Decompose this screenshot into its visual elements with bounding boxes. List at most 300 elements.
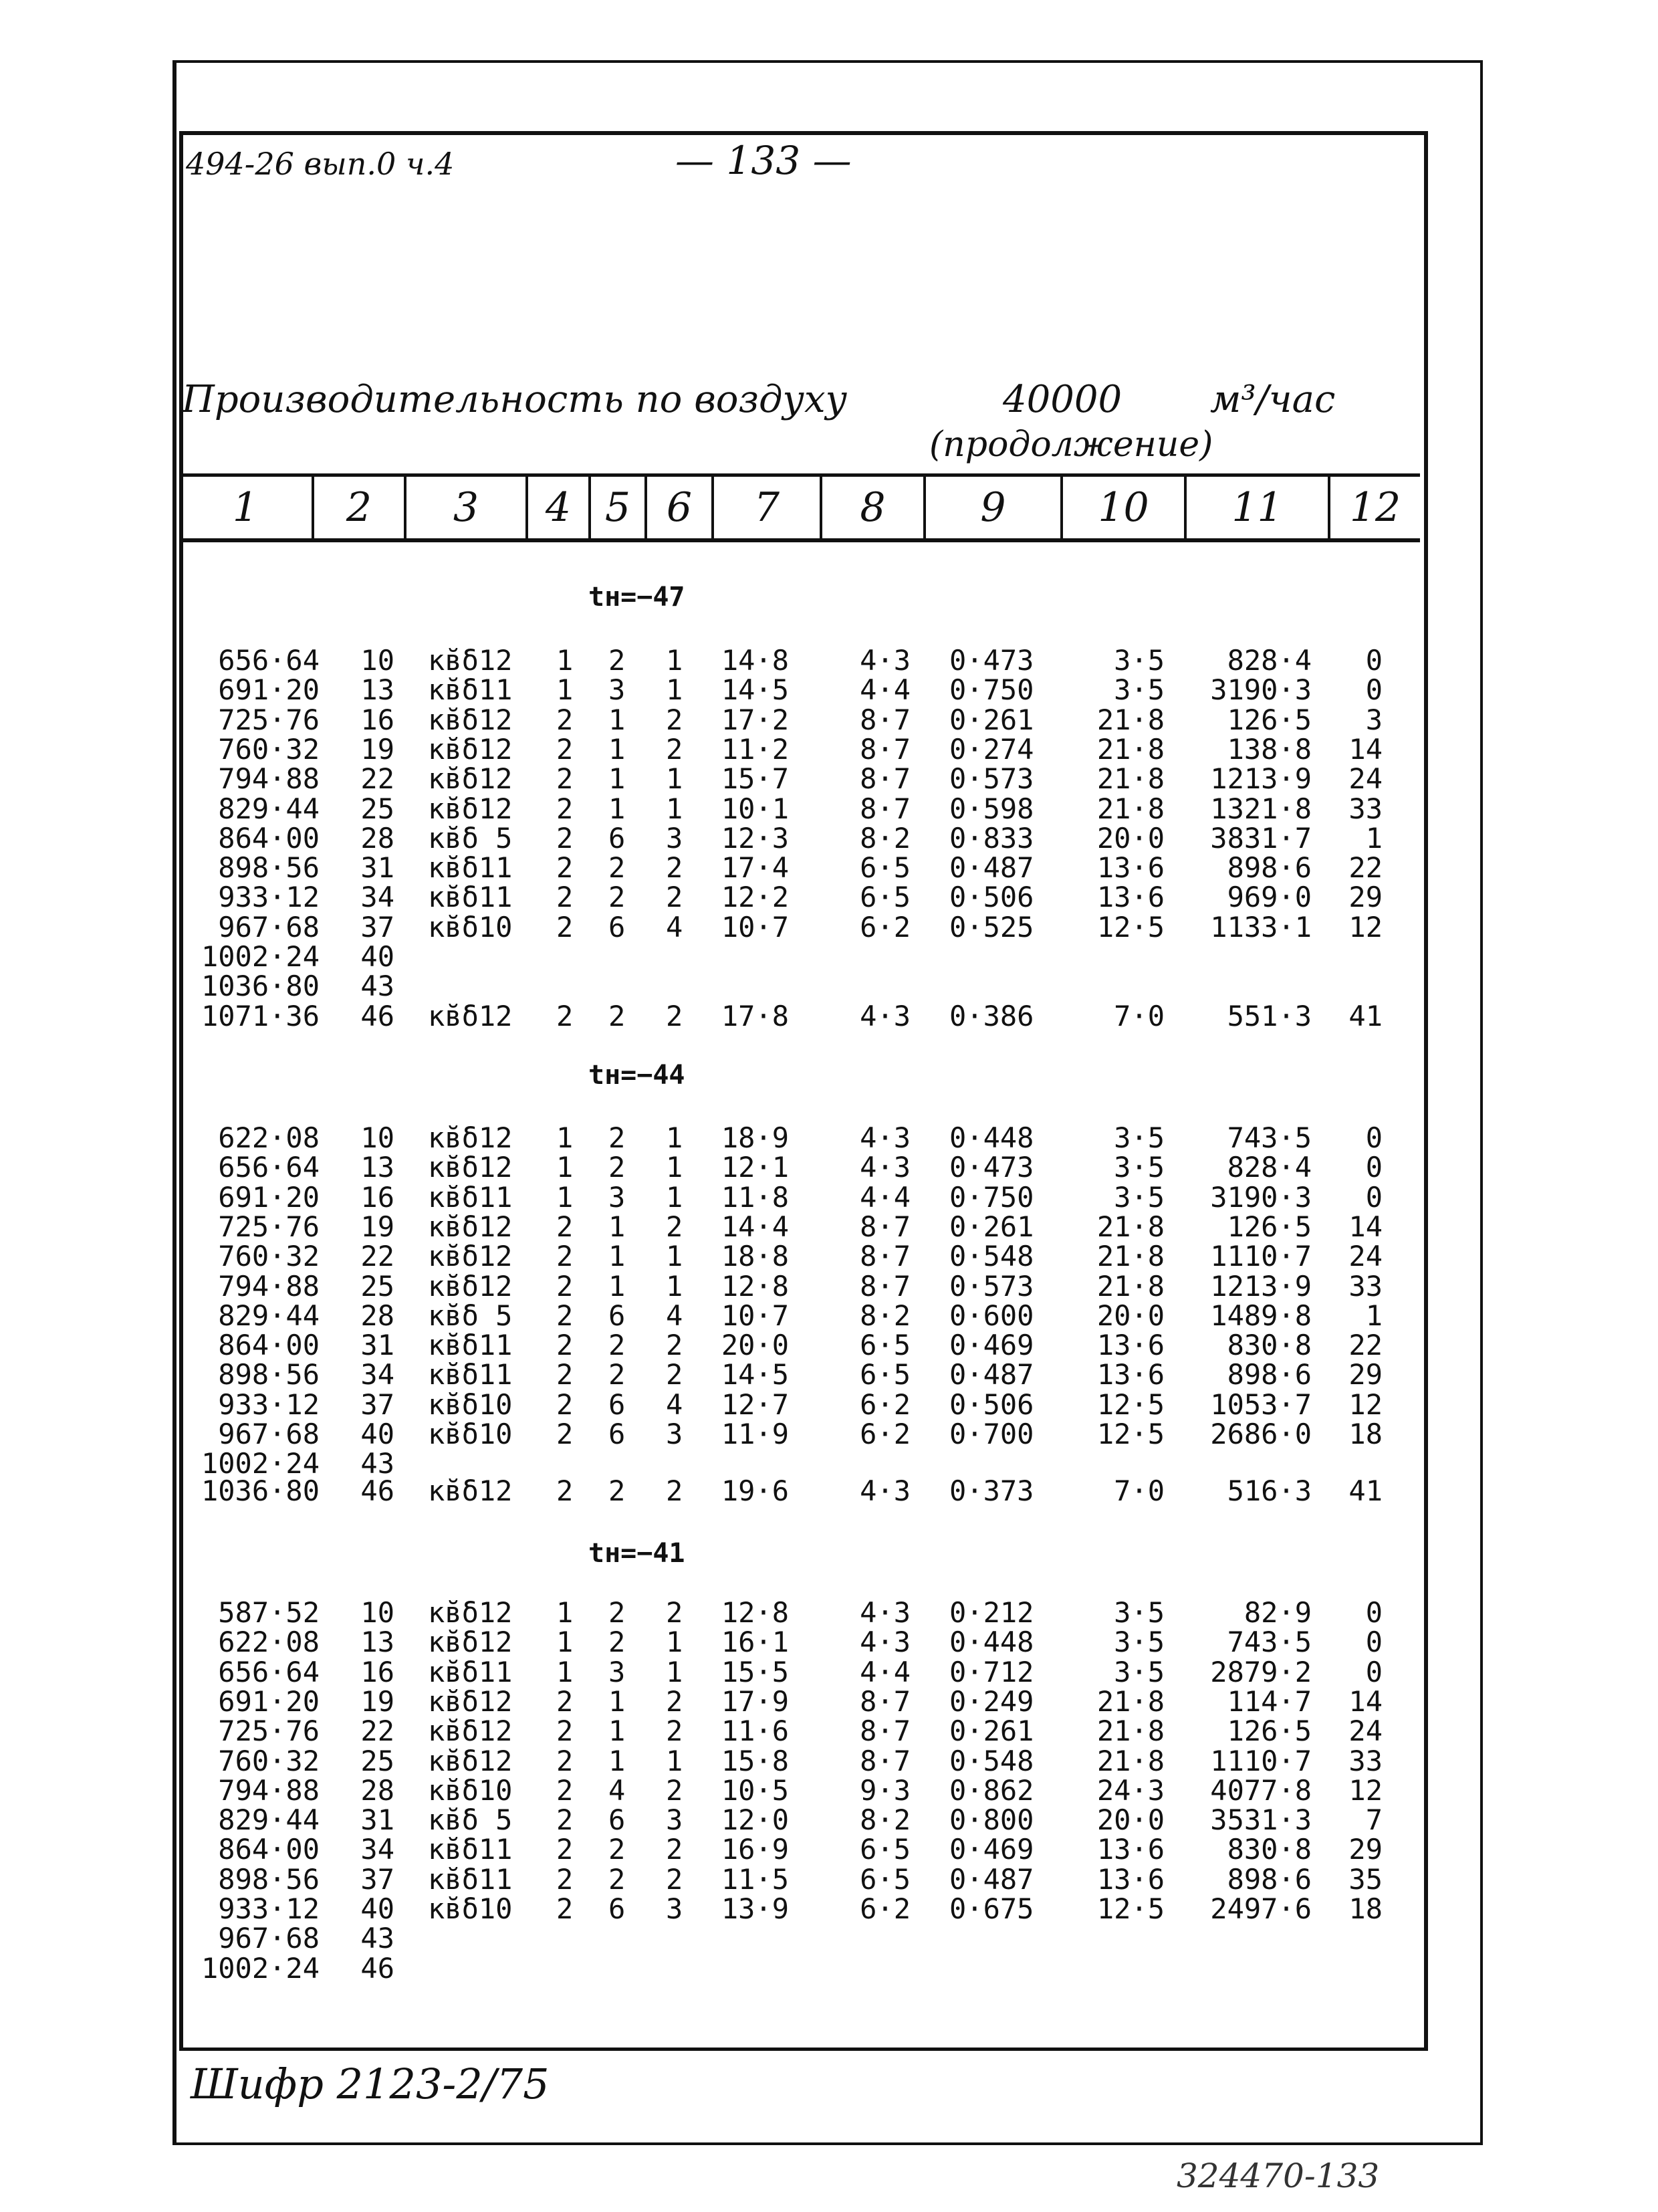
table-row xyxy=(0,705,1658,735)
table-cell: 898·56 xyxy=(218,851,320,885)
table-cell: кв̆δ12 xyxy=(428,1626,513,1659)
table-cell: 2 xyxy=(556,821,574,855)
table-cell: 13 xyxy=(360,673,394,707)
table-row xyxy=(0,1180,1658,1214)
table-cell: 37 xyxy=(360,1862,394,1896)
table-cell: 656·64 xyxy=(218,1151,320,1184)
table-cell: 6·5 xyxy=(860,1329,911,1362)
table-row xyxy=(0,675,1658,705)
table-cell: 4·3 xyxy=(860,1626,911,1659)
table-row xyxy=(0,1420,1658,1449)
table-cell: 0·261 xyxy=(949,1210,1034,1243)
table-cell: 4·3 xyxy=(860,1000,911,1032)
table-cell: 1 xyxy=(666,1626,683,1659)
table-cell: 0·386 xyxy=(949,1000,1034,1032)
table-cell: 2686·0 xyxy=(1210,1418,1312,1450)
table-cell: 0·525 xyxy=(949,910,1034,944)
table-cell: 1 xyxy=(666,673,683,707)
table-cell: 8·7 xyxy=(860,1744,911,1777)
table-cell: 1002·24 xyxy=(201,1447,320,1480)
table-cell: кв̆δ 5 xyxy=(428,821,513,855)
table-cell: кв̆δ11 xyxy=(428,1862,513,1896)
table-cell: 19 xyxy=(360,732,394,766)
table-cell: 13·6 xyxy=(1096,1358,1165,1392)
column-header-7: 7 xyxy=(714,477,822,538)
table-cell: 2 xyxy=(666,1210,683,1243)
table-cell: 13·6 xyxy=(1096,881,1165,914)
table-cell: 0·473 xyxy=(949,1151,1034,1184)
table-cell: 1 xyxy=(608,1210,626,1243)
table-cell: 2 xyxy=(666,1715,683,1748)
table-cell: 2 xyxy=(666,1684,683,1718)
table-cell: 830·8 xyxy=(1227,1329,1312,1362)
table-cell: 587·52 xyxy=(218,1596,320,1629)
table-cell: 898·6 xyxy=(1227,1862,1312,1896)
table-cell: кв̆δ12 xyxy=(428,732,513,766)
table-cell: 3·5 xyxy=(1114,644,1165,677)
table-cell: 3531·3 xyxy=(1210,1803,1312,1837)
table-cell: 0 xyxy=(1365,673,1383,707)
table-cell: 2 xyxy=(666,881,683,914)
table-cell: 2 xyxy=(556,1418,574,1450)
table-cell: 829·44 xyxy=(218,1299,320,1332)
table-cell: 21·8 xyxy=(1096,792,1165,825)
table-cell: кв̆δ12 xyxy=(428,1240,513,1273)
table-cell: кв̆δ11 xyxy=(428,1655,513,1688)
table-cell: 19·6 xyxy=(721,1474,789,1507)
table-cell: 1 xyxy=(666,1269,683,1303)
table-cell: 13 xyxy=(360,1151,394,1184)
table-cell: 1 xyxy=(608,792,626,825)
table-cell: 4 xyxy=(608,1773,626,1807)
table-cell: 3 xyxy=(666,1418,683,1450)
table-cell: 2 xyxy=(608,1474,626,1507)
table-cell: 0·487 xyxy=(949,851,1034,885)
table-cell: 25 xyxy=(360,1744,394,1777)
table-cell: 6 xyxy=(608,1892,626,1925)
table-cell: 794·88 xyxy=(218,762,320,796)
table-cell: 2 xyxy=(608,881,626,914)
table-row xyxy=(0,732,1658,766)
table-cell: 516·3 xyxy=(1227,1474,1312,1507)
table-cell: 21·8 xyxy=(1096,1684,1165,1718)
table-cell: 0·448 xyxy=(949,1626,1034,1659)
table-cell: 6 xyxy=(608,1299,626,1332)
table-cell: 9·3 xyxy=(860,1773,911,1807)
table-cell: 20·0 xyxy=(1096,1299,1165,1332)
table-cell: 0·487 xyxy=(949,1358,1034,1392)
table-row xyxy=(0,1924,1658,1953)
flow-unit: м³/час xyxy=(1210,378,1336,421)
table-cell: 43 xyxy=(360,970,394,1003)
table-cell: 2 xyxy=(608,1862,626,1896)
table-row xyxy=(0,942,1658,972)
table-cell: 794·88 xyxy=(218,1773,320,1807)
table-cell: 2 xyxy=(556,1240,574,1273)
table-cell: 28 xyxy=(360,1773,394,1807)
table-cell: кв̆δ10 xyxy=(428,1388,513,1421)
table-cell: 15·5 xyxy=(721,1655,789,1688)
table-cell: 760·32 xyxy=(218,732,320,766)
table-cell: 0·600 xyxy=(949,1299,1034,1332)
table-cell: 21·8 xyxy=(1096,1715,1165,1748)
table-cell: 28 xyxy=(360,1299,394,1332)
table-cell: 4·3 xyxy=(860,644,911,677)
table-cell: кв̆δ12 xyxy=(428,703,513,736)
table-cell: 2 xyxy=(608,644,626,677)
table-cell: 691·20 xyxy=(218,1180,320,1214)
table-cell: 33 xyxy=(1348,1744,1383,1777)
section-label: tн=−47 xyxy=(588,582,685,613)
table-title: Производительность по воздуху xyxy=(182,378,848,421)
table-cell: 14·5 xyxy=(721,673,789,707)
table-cell: 29 xyxy=(1348,1833,1383,1866)
table-cell: 8·2 xyxy=(860,1803,911,1837)
table-cell: 0·473 xyxy=(949,644,1034,677)
table-cell: 725·76 xyxy=(218,703,320,736)
table-cell: 2 xyxy=(608,1626,626,1659)
table-row xyxy=(0,910,1658,944)
table-cell: 13·6 xyxy=(1096,1833,1165,1866)
table-cell: 13·6 xyxy=(1096,851,1165,885)
table-cell: 6 xyxy=(608,1803,626,1837)
table-cell: 0·274 xyxy=(949,732,1034,766)
table-cell: 1110·7 xyxy=(1210,1240,1312,1273)
table-cell: 1 xyxy=(1365,821,1383,855)
table-cell: 20·0 xyxy=(1096,821,1165,855)
table-cell: 126·5 xyxy=(1227,1210,1312,1243)
table-cell: 6·2 xyxy=(860,910,911,944)
table-cell: 1071·36 xyxy=(201,1000,320,1032)
table-cell: 22 xyxy=(1348,1329,1383,1362)
column-header-1: 1 xyxy=(179,477,314,538)
table-cell: 1110·7 xyxy=(1210,1744,1312,1777)
table-cell: 114·7 xyxy=(1227,1684,1312,1718)
table-cell: 898·6 xyxy=(1227,1358,1312,1392)
table-cell: 12·5 xyxy=(1096,1892,1165,1925)
table-cell: 25 xyxy=(360,792,394,825)
table-cell: 41 xyxy=(1348,1000,1383,1032)
table-cell: 15·7 xyxy=(721,762,789,796)
table-cell: 12·5 xyxy=(1096,1418,1165,1450)
table-cell: 0 xyxy=(1365,1596,1383,1629)
table-row xyxy=(0,1123,1658,1153)
table-cell: 2 xyxy=(666,1329,683,1362)
table-row xyxy=(0,764,1658,794)
table-cell: 14 xyxy=(1348,1684,1383,1718)
table-cell: 21·8 xyxy=(1096,762,1165,796)
table-cell: 4·3 xyxy=(860,1474,911,1507)
table-cell: кв̆δ11 xyxy=(428,1833,513,1866)
table-cell: 16 xyxy=(360,1655,394,1688)
table-cell: 2 xyxy=(608,851,626,885)
table-cell: 46 xyxy=(360,1474,394,1507)
table-cell: 2 xyxy=(666,1773,683,1807)
table-cell: 1 xyxy=(666,1655,683,1688)
table-cell: 22 xyxy=(360,762,394,796)
table-cell: 24·3 xyxy=(1096,1773,1165,1807)
table-cell: 967·68 xyxy=(218,1418,320,1450)
table-row xyxy=(0,1684,1658,1718)
title-continuation: (продолжение) xyxy=(929,425,1213,465)
table-row xyxy=(0,1835,1658,1864)
table-cell: 1 xyxy=(1365,1299,1383,1332)
table-cell: 8·7 xyxy=(860,1684,911,1718)
table-cell: 22 xyxy=(360,1240,394,1273)
table-cell: 17·8 xyxy=(721,1000,789,1032)
table-cell: 1489·8 xyxy=(1210,1299,1312,1332)
table-cell: 2 xyxy=(556,1329,574,1362)
column-header-2: 2 xyxy=(314,477,406,538)
table-cell: кв̆δ12 xyxy=(428,1210,513,1243)
table-cell: 20·0 xyxy=(1096,1803,1165,1837)
table-cell: 743·5 xyxy=(1227,1626,1312,1659)
table-cell: 3·5 xyxy=(1114,1121,1165,1154)
table-cell: 0·548 xyxy=(949,1240,1034,1273)
table-cell: 22 xyxy=(1348,851,1383,885)
table-cell: 126·5 xyxy=(1227,703,1312,736)
table-cell: 13 xyxy=(360,1626,394,1659)
table-cell: 1 xyxy=(556,644,574,677)
column-header-row xyxy=(179,473,1420,542)
table-cell: 2 xyxy=(556,1210,574,1243)
table-cell: 4 xyxy=(666,1299,683,1332)
table-cell: 0·800 xyxy=(949,1803,1034,1837)
table-row xyxy=(0,1717,1658,1746)
table-cell: 656·64 xyxy=(218,644,320,677)
table-cell: 3·5 xyxy=(1114,673,1165,707)
table-cell: 1321·8 xyxy=(1210,792,1312,825)
table-cell: 40 xyxy=(360,1418,394,1450)
table-cell: 2 xyxy=(666,1358,683,1392)
table-cell: 1 xyxy=(556,1180,574,1214)
table-cell: 828·4 xyxy=(1227,644,1312,677)
table-cell: 4·4 xyxy=(860,673,911,707)
table-cell: 3 xyxy=(666,1803,683,1837)
table-cell: 2 xyxy=(556,1892,574,1925)
table-cell: 18·8 xyxy=(721,1240,789,1273)
table-cell: 4 xyxy=(666,1388,683,1421)
table-cell: 11·6 xyxy=(721,1715,789,1748)
table-cell: 14·5 xyxy=(721,1358,789,1392)
table-cell: 6·5 xyxy=(860,881,911,914)
table-cell: 898·6 xyxy=(1227,851,1312,885)
table-cell: 12·0 xyxy=(721,1803,789,1837)
table-cell: 3·5 xyxy=(1114,1596,1165,1629)
table-cell: кв̆δ11 xyxy=(428,881,513,914)
column-header-4: 4 xyxy=(528,477,591,538)
table-cell: кв̆δ12 xyxy=(428,1715,513,1748)
table-cell: 4 xyxy=(666,910,683,944)
table-cell: 2 xyxy=(556,762,574,796)
table-cell: 12·3 xyxy=(721,821,789,855)
table-cell: 19 xyxy=(360,1684,394,1718)
table-cell: 8·7 xyxy=(860,1715,911,1748)
table-cell: 82·9 xyxy=(1244,1596,1312,1629)
table-cell: 43 xyxy=(360,1922,394,1955)
table-cell: 3 xyxy=(1365,703,1383,736)
section-label: tн=−44 xyxy=(588,1060,685,1091)
column-header-5: 5 xyxy=(591,477,647,538)
table-cell: 4077·8 xyxy=(1210,1773,1312,1807)
table-cell: 25 xyxy=(360,1269,394,1303)
table-cell: 8·7 xyxy=(860,762,911,796)
table-cell: кв̆δ10 xyxy=(428,1418,513,1450)
column-header-9: 9 xyxy=(926,477,1063,538)
table-cell: 14·4 xyxy=(721,1210,789,1243)
table-cell: 0 xyxy=(1365,644,1383,677)
table-cell: кв̆δ12 xyxy=(428,1269,513,1303)
table-cell: кв̆δ11 xyxy=(428,1180,513,1214)
table-cell: 1 xyxy=(608,1744,626,1777)
table-cell: 12 xyxy=(1348,910,1383,944)
table-cell: 2 xyxy=(666,703,683,736)
table-cell: кв̆δ11 xyxy=(428,1329,513,1362)
table-cell: 898·56 xyxy=(218,1358,320,1392)
table-row xyxy=(0,1360,1658,1390)
table-cell: 8·7 xyxy=(860,703,911,736)
table-row xyxy=(0,1894,1658,1924)
table-cell: 0·573 xyxy=(949,1269,1034,1303)
table-row xyxy=(0,972,1658,1001)
table-cell: 794·88 xyxy=(218,1269,320,1303)
table-cell: 2 xyxy=(666,1596,683,1629)
table-cell: 1 xyxy=(666,1240,683,1273)
table-cell: 4·4 xyxy=(860,1655,911,1688)
table-cell: 2 xyxy=(666,1833,683,1866)
table-cell: 37 xyxy=(360,1388,394,1421)
table-cell: 2 xyxy=(556,732,574,766)
table-cell: 10·7 xyxy=(721,1299,789,1332)
table-cell: 7·0 xyxy=(1114,1000,1165,1032)
table-cell: 2 xyxy=(556,910,574,944)
table-cell: 0·212 xyxy=(949,1596,1034,1629)
table-cell: 138·8 xyxy=(1227,732,1312,766)
table-cell: 19 xyxy=(360,1210,394,1243)
table-cell: 0·261 xyxy=(949,703,1034,736)
table-cell: 31 xyxy=(360,1803,394,1837)
table-cell: 2 xyxy=(608,1000,626,1032)
table-cell: 0·469 xyxy=(949,1329,1034,1362)
table-cell: 2 xyxy=(666,732,683,766)
table-cell: 2 xyxy=(608,1329,626,1362)
table-cell: 6 xyxy=(608,821,626,855)
table-cell: 1 xyxy=(608,1715,626,1748)
table-cell: 12·8 xyxy=(721,1596,789,1629)
table-row xyxy=(0,1476,1658,1506)
table-cell: 551·3 xyxy=(1227,1000,1312,1032)
table-cell: 40 xyxy=(360,1892,394,1925)
table-cell: 0·548 xyxy=(949,1744,1034,1777)
table-cell: 2 xyxy=(556,1388,574,1421)
table-cell: 10 xyxy=(360,1596,394,1629)
table-cell: 656·64 xyxy=(218,1655,320,1688)
table-cell: 8·7 xyxy=(860,1240,911,1273)
table-cell: 864·00 xyxy=(218,1329,320,1362)
table-cell: 1 xyxy=(666,1744,683,1777)
table-cell: 8·7 xyxy=(860,732,911,766)
table-cell: 15·8 xyxy=(721,1744,789,1777)
table-cell: 0 xyxy=(1365,1626,1383,1659)
table-cell: 1036·80 xyxy=(201,970,320,1003)
table-cell: кв̆δ11 xyxy=(428,1358,513,1392)
table-cell: 3·5 xyxy=(1114,1180,1165,1214)
table-cell: 6 xyxy=(608,1388,626,1421)
table-cell: 10 xyxy=(360,1121,394,1154)
table-cell: 2 xyxy=(556,1474,574,1507)
table-cell: 1 xyxy=(556,1151,574,1184)
table-row xyxy=(0,883,1658,912)
table-cell: 1 xyxy=(666,1121,683,1154)
column-header-3: 3 xyxy=(406,477,528,538)
table-cell: 725·76 xyxy=(218,1210,320,1243)
table-row xyxy=(0,1002,1658,1031)
table-row xyxy=(0,1862,1658,1896)
table-cell: 12·8 xyxy=(721,1269,789,1303)
table-cell: 16·1 xyxy=(721,1626,789,1659)
table-cell: 29 xyxy=(1348,881,1383,914)
table-cell: 46 xyxy=(360,1951,394,1985)
table-row xyxy=(0,1773,1658,1807)
table-cell: 0·469 xyxy=(949,1833,1034,1866)
table-cell: 2 xyxy=(556,1773,574,1807)
table-cell: 7 xyxy=(1365,1803,1383,1837)
table-cell: 12·7 xyxy=(721,1388,789,1421)
table-cell: 3·5 xyxy=(1114,1655,1165,1688)
table-cell: 17·4 xyxy=(721,851,789,885)
table-cell: кв̆δ 5 xyxy=(428,1299,513,1332)
table-row xyxy=(0,1301,1658,1331)
table-cell: кв̆δ12 xyxy=(428,644,513,677)
table-cell: 0·261 xyxy=(949,1715,1034,1748)
column-header-6: 6 xyxy=(647,477,714,538)
table-cell: кв̆δ10 xyxy=(428,1892,513,1925)
table-cell: 829·44 xyxy=(218,1803,320,1837)
table-cell: 0 xyxy=(1365,1655,1383,1688)
table-cell: 2 xyxy=(608,1121,626,1154)
table-cell: 11·2 xyxy=(721,732,789,766)
table-cell: 40 xyxy=(360,940,394,973)
table-cell: 2 xyxy=(556,1299,574,1332)
table-cell: 2 xyxy=(556,1684,574,1718)
table-cell: 2 xyxy=(608,1358,626,1392)
table-cell: 2 xyxy=(556,1803,574,1837)
table-cell: 12·2 xyxy=(721,881,789,914)
table-cell: 31 xyxy=(360,1329,394,1362)
table-row xyxy=(0,1805,1658,1835)
table-cell: 933·12 xyxy=(218,881,320,914)
table-cell: 2 xyxy=(556,792,574,825)
table-cell: 2497·6 xyxy=(1210,1892,1312,1925)
table-cell: 14·8 xyxy=(721,644,789,677)
table-cell: 2 xyxy=(556,1269,574,1303)
table-cell: 0 xyxy=(1365,1151,1383,1184)
table-cell: 24 xyxy=(1348,762,1383,796)
table-cell: 126·5 xyxy=(1227,1715,1312,1748)
table-row xyxy=(0,1212,1658,1242)
table-cell: 1213·9 xyxy=(1210,1269,1312,1303)
table-cell: 2 xyxy=(666,851,683,885)
table-cell: 3 xyxy=(608,673,626,707)
table-cell: кв̆δ10 xyxy=(428,910,513,944)
table-cell: 12·5 xyxy=(1096,1388,1165,1421)
table-cell: кв̆δ10 xyxy=(428,1773,513,1807)
table-cell: 34 xyxy=(360,1833,394,1866)
table-cell: 3 xyxy=(608,1655,626,1688)
table-cell: 3·5 xyxy=(1114,1151,1165,1184)
table-cell: 0·675 xyxy=(949,1892,1034,1925)
table-cell: 6·2 xyxy=(860,1892,911,1925)
